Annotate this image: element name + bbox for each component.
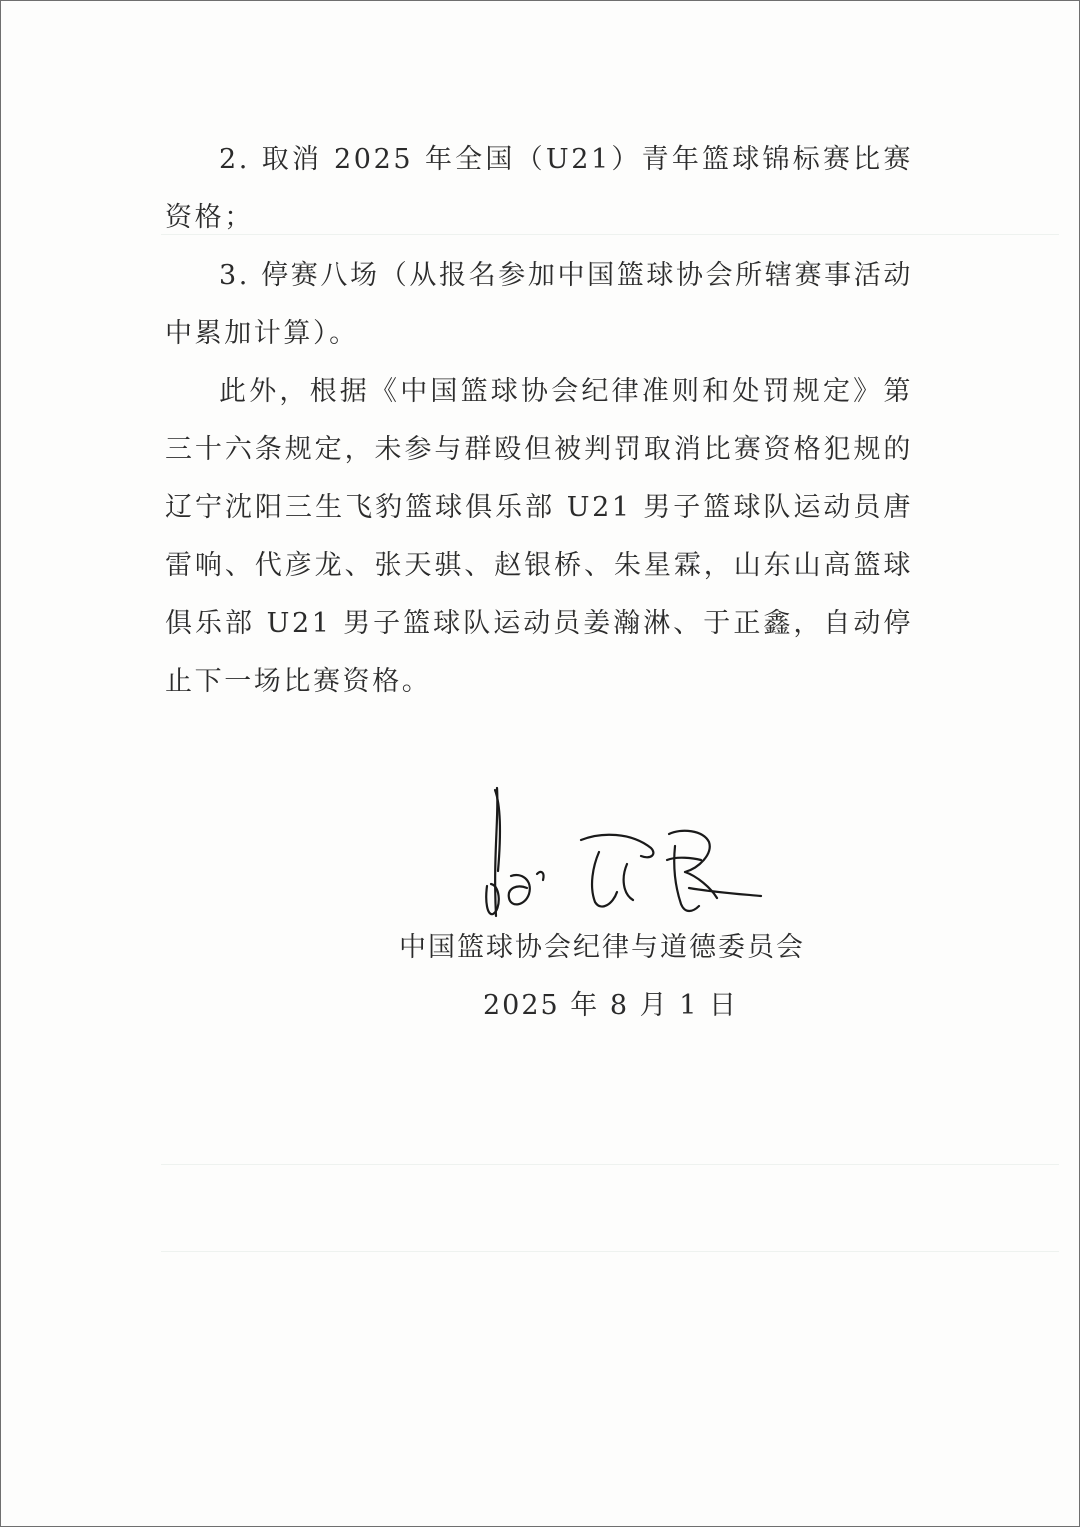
body-paragraph: 此外，根据《中国篮球协会纪律准则和处罚规定》第三十六条规定，未参与群殴但被判罚取消比赛资格犯规的辽宁沈阳三生飞豹篮球俱乐部 U21 男子篮球队运动员唐雷响、代彦龙、张天骐、赵银桥、朱星霖，山东山高篮球俱乐部 U21 男子篮球队运动员姜瀚淋、于正鑫，自动停止下一场比赛资格。 [165,376,913,697]
handwritten-signature [471,776,771,926]
scan-artifact-line [161,1164,1059,1165]
issue-date: 2025 年 8 月 1 日 [483,990,738,1021]
issuing-organization: 中国篮球协会纪律与道德委员会 [399,932,805,963]
document-body [165,131,913,711]
scan-artifact-line [161,1251,1059,1252]
list-item-2: 2. 取消 2025 年全国（U21）青年篮球锦标赛比赛资格； [165,144,913,233]
list-item-3: 3. 停赛八场（从报名参加中国篮球协会所辖赛事活动中累加计算）。 [165,260,913,349]
